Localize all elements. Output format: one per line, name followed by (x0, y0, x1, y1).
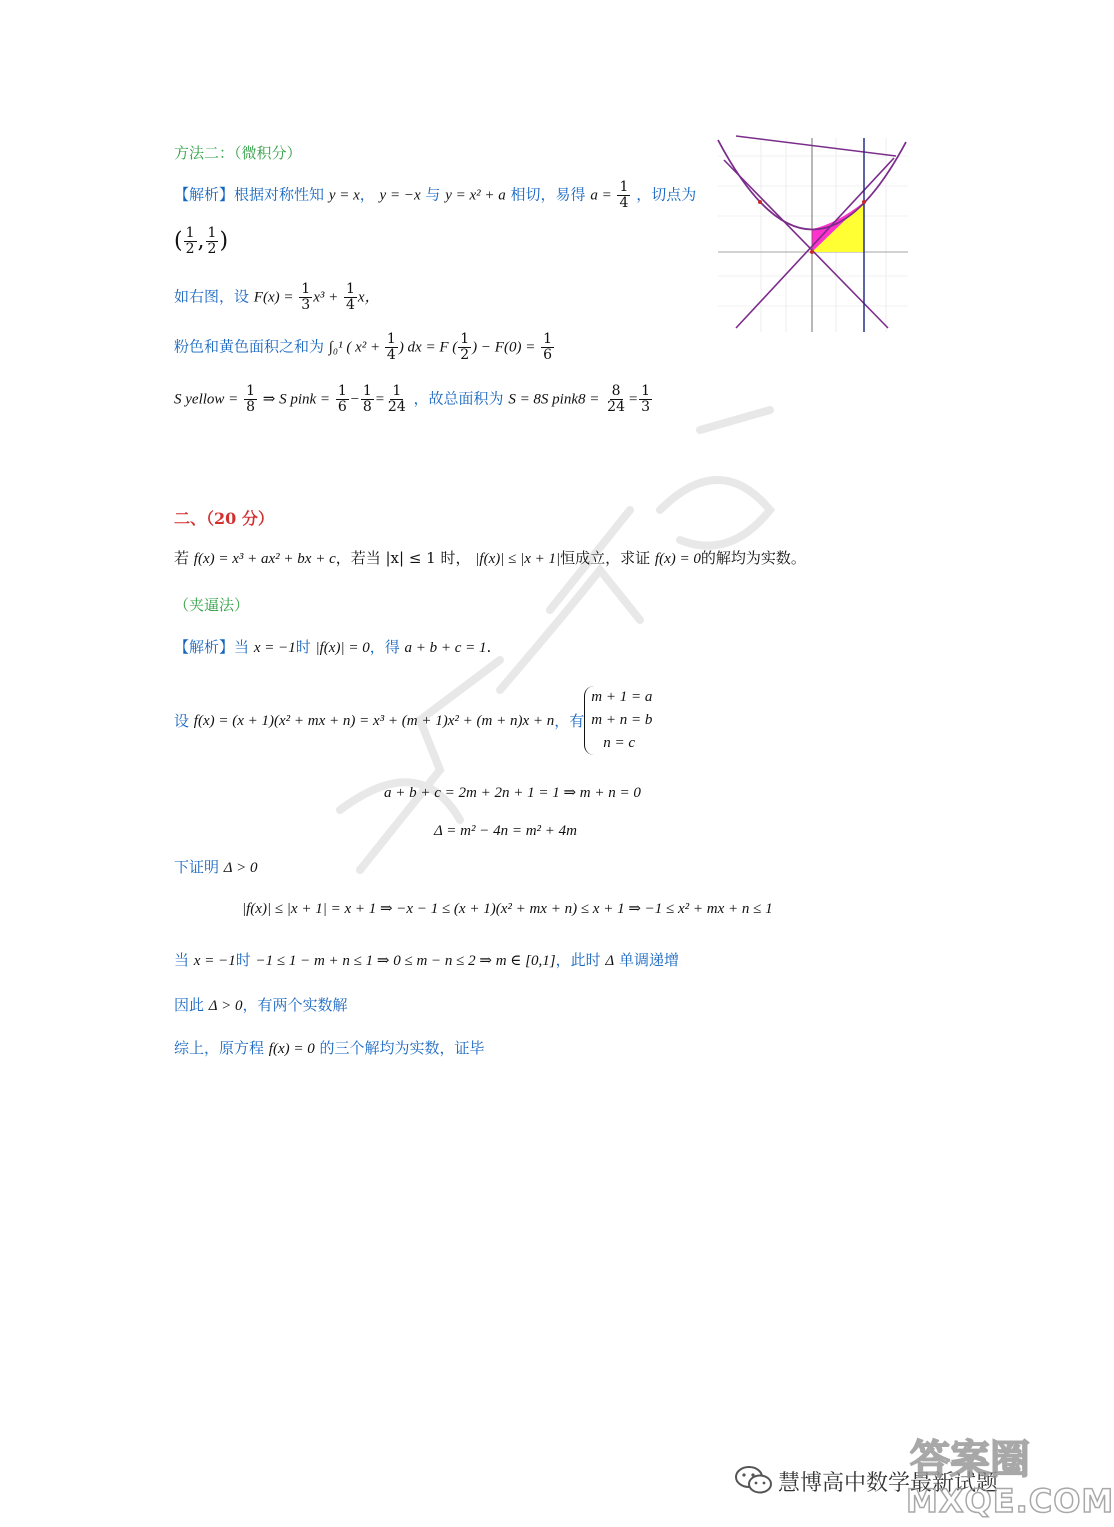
wechat-icon (734, 1464, 774, 1496)
eq-parabola: y = x² + a (445, 187, 506, 204)
problem2-heading: 二、（20 分） (174, 509, 274, 528)
monotonic-line: 当 x = −1时 −1 ≤ 1 − m + n ≤ 1 ⇒ 0 ≤ m − n ≤ 2 ⇒ m ∈ [0,1]，此时 Δ 单调递增 (174, 951, 679, 969)
factor-line: 设 f(x) = (x + 1)(x² + mx + n) = x³ + (m + 1)x² + (m + n)x + n ，有 m + 1 = a m + n = b n = c (174, 686, 652, 755)
delta-equation: Δ = m² − 4n = m² + 4m (434, 823, 578, 839)
eq-y-negx: y = −x (379, 187, 421, 204)
eq-y-x: y = x (328, 187, 360, 204)
problem2-statement: 若 f(x) = x³ + ax² + bx + c，若当 |x| ≤ 1 时， |f(x)| ≤ |x + 1|恒成立，求证 f(x) = 0的解均为实数。 (174, 549, 806, 567)
tangent-graph-figure (716, 136, 910, 334)
footer-branding (730, 1420, 1114, 1527)
analysis-text: 根据对称性知 (234, 185, 325, 204)
tangent-point: ( $\frac{1}{2}$ , $\frac{1}{2}$ ) (174, 225, 229, 257)
F-definition: 如右图，设 F(x) = $\frac{1}{3}$ x³ + $\frac{1}{4}$ x， (174, 281, 380, 313)
method-label: （夹逼法） (174, 596, 250, 614)
site-logo-bottom: MXQE.COM (906, 1482, 1114, 1520)
method2-analysis-line: 【解析】根据对称性知 y = x， y = −x 与 y = x² + a 相切，易得 a = $\frac{1}{4}$ ，切点为 (174, 179, 697, 211)
site-logo-top: 答案圈 (910, 1437, 1030, 1483)
watermark-stamp (300, 390, 820, 930)
method2-heading: 方法二：（微积分） (174, 144, 302, 162)
abc-equation: a + b + c = 2m + 2n + 1 = 1 ⇒ m + n = 0 (384, 785, 641, 801)
inequality-chain: |f(x)| ≤ |x + 1| = x + 1 ⇒ −x − 1 ≤ (x + 1)(x² + mx + n) ≤ x + 1 ⇒ −1 ≤ x² + mx + n ≤ 1 (242, 901, 773, 917)
wechat-name: 慧博高中数学最新试题 (778, 1471, 999, 1496)
problem2-analysis: 【解析】当 x = −1时 |f(x)| = 0，得 a + b + c = 1. (174, 638, 492, 656)
integral-line: 粉色和黄色面积之和为 ∫₀¹ ( x² + $\frac{1}{4}$ ) dx = F ( $\frac{1}{2}$ ) − F(0) = $\frac{1}{6}$ (174, 331, 553, 363)
conclusion-line: 综上，原方程 f(x) = 0 的三个解均为实数，证毕 (174, 1039, 485, 1057)
area-line: S yellow = $\frac{1}{8}$ ⇒ S pink = $\frac{1}{6}$ − $\frac{1}{8}$ = $\frac{1}{24}$ ，故总面积为 S = 8S pink8 = $\frac{8}{24}$ = $\frac{1}{3}$ (174, 383, 651, 415)
prove-line: 下证明 Δ > 0 (174, 858, 258, 876)
hence-line: 因此 Δ > 0，有两个实数解 (174, 996, 348, 1014)
analysis-label: 【解析】 (174, 185, 235, 204)
equation-system: m + 1 = a m + n = b n = c (584, 686, 652, 755)
fraction-a: $\frac{1}{4}$ (619, 179, 629, 211)
